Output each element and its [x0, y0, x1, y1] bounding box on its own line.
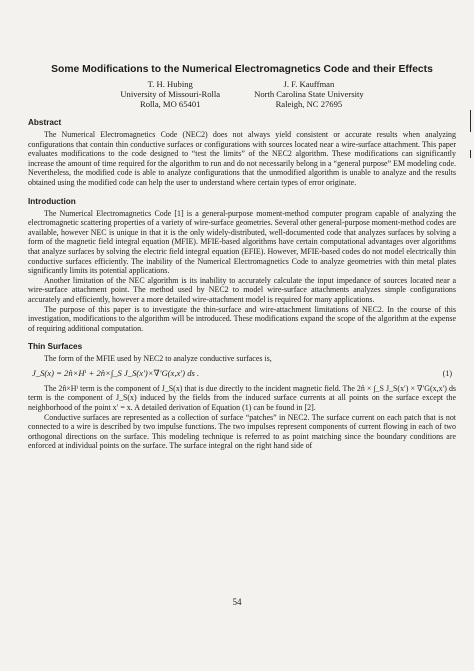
thin-paragraph-2: Conductive surfaces are represented as a collection of surface “patches” in NEC2. The surface current on each patch that is not connected to a wire is described by two impulse functions. The two impulses represent components of current flowing in each of two orthogonal directions on the surface. This modeling technique is referred to as point matching since the boundary conditions are enforced at individual points on the surface. The surface integral on the right hand side of — [28, 412, 456, 451]
thin-intro: The form of the MFIE used by NEC2 to analyze conductive surfaces is, — [44, 354, 272, 364]
paper-page — [28, 64, 456, 451]
page-number: 54 — [232, 597, 242, 607]
author-location: Rolla, MO 65401 — [140, 99, 201, 109]
author-name: J. F. Kauffman — [283, 79, 335, 89]
paper-title: Some Modifications to the Numerical Electromagnetics Code and their Effects — [51, 64, 433, 75]
author-1 — [120, 79, 220, 109]
intro-paragraph-3: The purpose of this paper is to investigate the thin-surface and wire-attachment limitations of NEC2. In the course of this investigation, modifications to the algorithm will be introduced. These modifications expand the scope of the algorithm at the expense of requiring additional computation. — [28, 304, 456, 333]
abstract-text: The Numerical Electromagnetics Code (NEC2) does not always yield consistent or accurate results when analyzing configurations that contain thin conductive surfaces or configurations with sources located near a wire-surface attachment. This paper evaluates modifications to the code designed to “test the limits” of the NEC2 algorithm. These modifications can significantly increase the amount of time required for the algorithm to run and do not necessarily belong in a “general purpose” EM modeling code. Nevertheless, the modified code is able to analyze configurations that the unmodified algorithm is unable to analyze and the results obtained using the modified code can help the user to understand where certain types of error originate. — [28, 130, 456, 187]
author-name: T. H. Hubing — [147, 79, 193, 89]
intro-paragraph-1: The Numerical Electromagnetics Code [1] is a general-purpose moment-method computer program capable of analyzing the electromagnetic scattering properties of a variety of wire-surface geometries. Several other general-purpose moment-method codes are available, however NEC is unique in that it is the only widely-distributed, well-documented code that analyzes surfaces by solving a form of the magnetic field integral equation (MFIE). MFIE-based algorithms have certain computational advantages over algorithms that analyze surfaces by solving the electric field integral equation (EFIE). However, MFIE-based codes do not model electrically thin conductive surfaces efficiently. The inability of the Numerical Electromagnetics Code to analyze geometries with thin metal plates significantly limits its potential applications. — [28, 208, 456, 276]
equation-text: J_S(x) = 2n̂×Hⁱ + 2n̂×∫_S J_S(x′)×∇′G(x,x′) ds . — [32, 367, 200, 378]
author-2 — [254, 79, 364, 109]
equation-number: (1) — [442, 368, 452, 378]
thin-surfaces-heading: Thin Surfaces — [28, 342, 83, 352]
intro-paragraph-2: Another limitation of the NEC algorithm is its inability to accurately calculate the input impedance of sources located near a wire-surface attachment point. The method used by NEC2 to model wire-surface attachments analyzes simple configurations accurately and efficiently, however a more detailed wire-attachment model is required for many applications. — [28, 275, 456, 304]
author-block — [28, 79, 456, 109]
author-affiliation: North Carolina State University — [254, 89, 364, 99]
equation-1 — [28, 368, 456, 379]
introduction-heading: Introduction — [28, 196, 76, 206]
thin-paragraph-1: The 2n̂×Hⁱ term is the component of J_S(x) that is due directly to the incident magnetic field. The 2n̂ × ∫_S J_S(x′) × ∇′G(x,x′) ds term is the component of J_S(x) induced by the fields from the induced surface currents at all points on the surface except the neighborhood of the point x′ = x. A detailed derivation of Equation (1) can be found in [2]. — [28, 383, 456, 413]
scan-edge-mark — [470, 110, 471, 132]
author-affiliation: University of Missouri-Rolla — [120, 89, 221, 99]
author-location: Raleigh, NC 27695 — [275, 99, 343, 109]
abstract-heading: Abstract — [28, 118, 62, 127]
scan-edge-mark — [470, 150, 471, 158]
